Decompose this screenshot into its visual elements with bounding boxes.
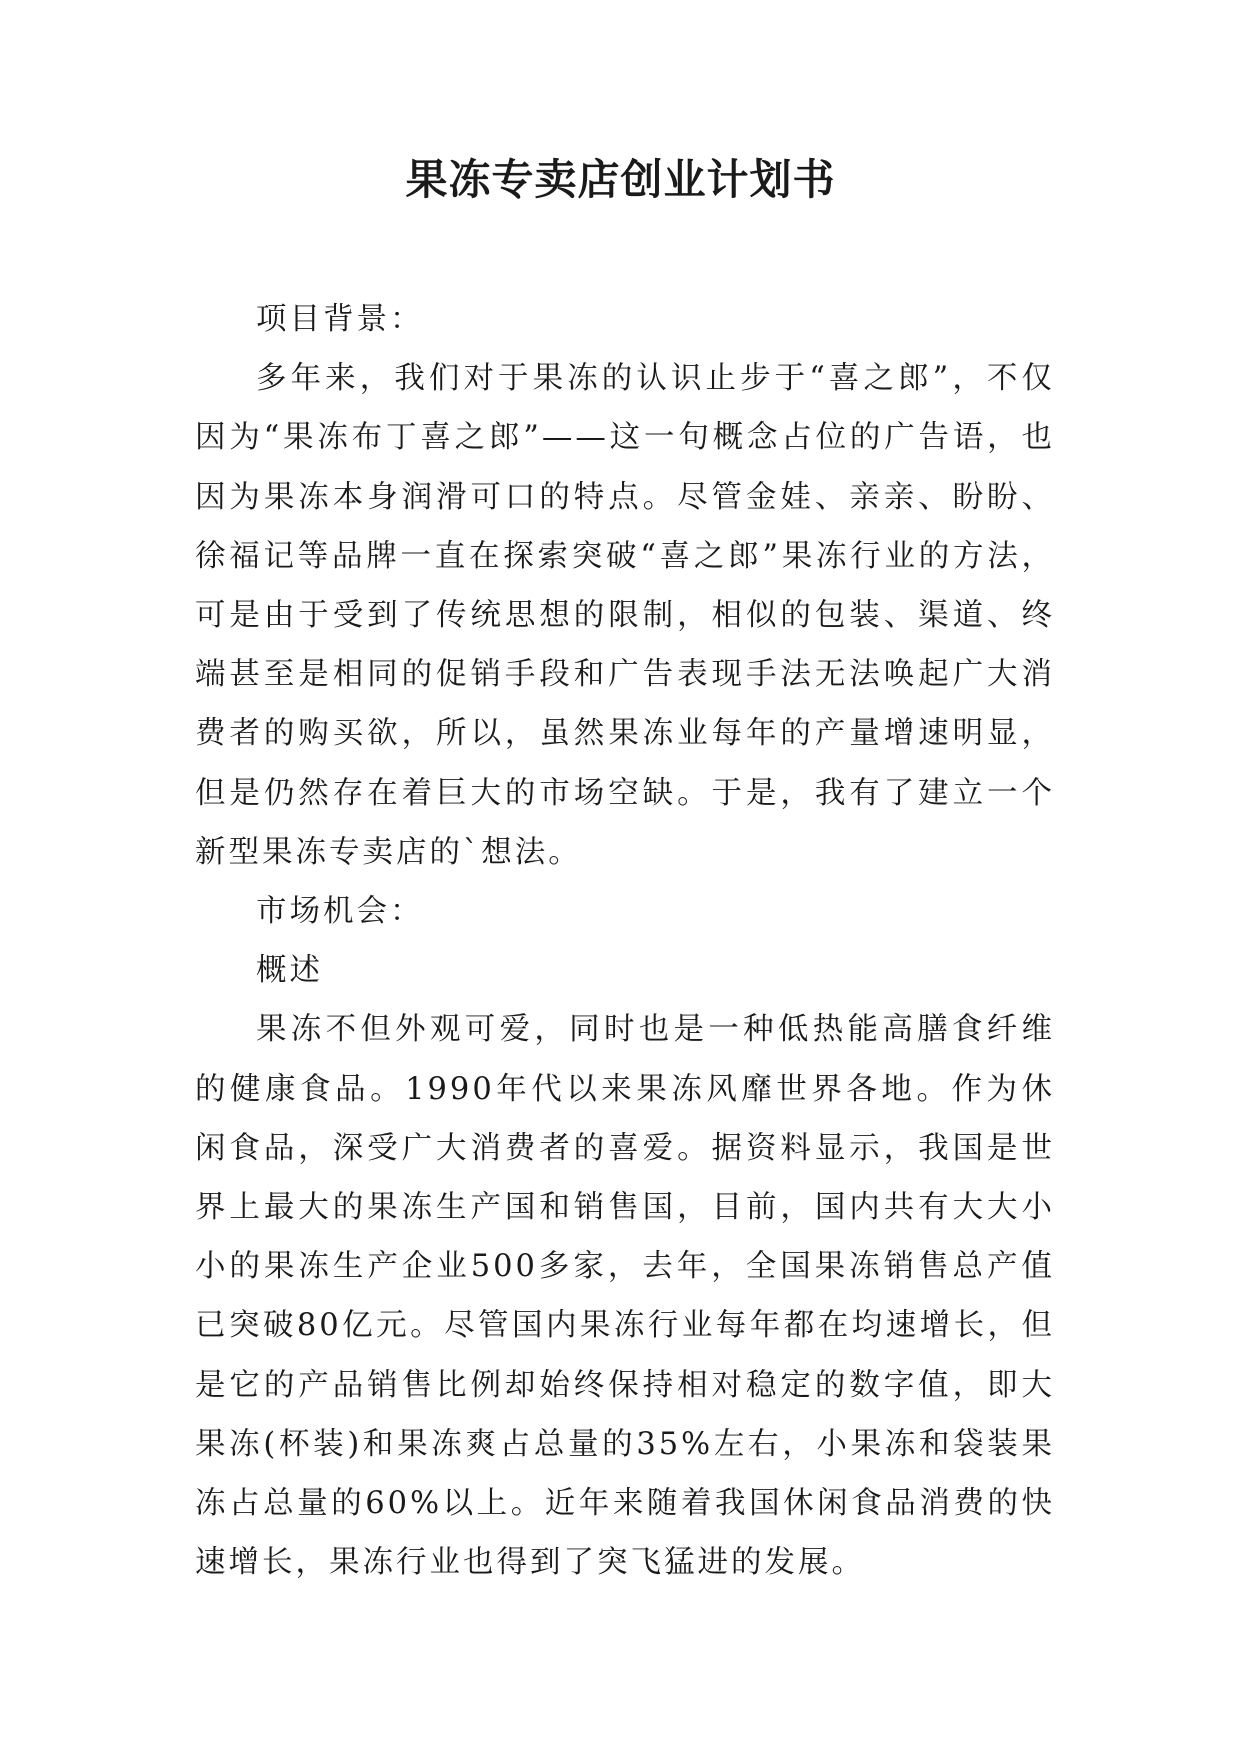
document-body <box>195 290 1055 1592</box>
document-title: 果冻专卖店创业计划书 <box>405 155 836 204</box>
heading-market-opportunity: 市场机会： <box>256 894 424 930</box>
paragraph-background: 多年来，我们对于果冻的认识止步于“喜之郎”，不仅因为“果冻布丁喜之郎”——这一句概念占位的广告语，也因为果冻本身润滑可口的特点。尽管金娃、亲亲、盼盼、徐福记等品牌一直在探索突破“喜之郎”果冻行业的方法，可是由于受到了传统思想的限制，相似的包装、渠道、终端甚至是相同的促销手段和广告表现手法无法唤起广大消费者的购买欲，所以，虽然果冻业每年的产量增速明显，但是仍然存在着巨大的市场空缺。于是，我有了建立一个新型果冻专卖店的`想法。 <box>195 361 1055 870</box>
heading-overview: 概述 <box>256 953 323 989</box>
paragraph-overview: 果冻不但外观可爱，同时也是一种低热能高膳食纤维的健康食品。1990年代以来果冻风靡世界各地。作为休闲食品，深受广大消费者的喜爱。据资料显示，我国是世界上最大的果冻生产国和销售国，目前，国内共有大大小小的果冻生产企业500多家，去年，全国果冻销售总产值已突破80亿元。尽管国内果冻行业每年都在均速增长，但是它的产品销售比例却始终保持相对稳定的数字值，即大果冻(杯装)和果冻爽占总量的35%左右，小果冻和袋装果冻占总量的60%以上。近年来随着我国休闲食品消费的快速增长，果冻行业也得到了突飞猛进的发展。 <box>195 1012 1055 1581</box>
heading-project-background: 项目背景： <box>256 302 424 337</box>
